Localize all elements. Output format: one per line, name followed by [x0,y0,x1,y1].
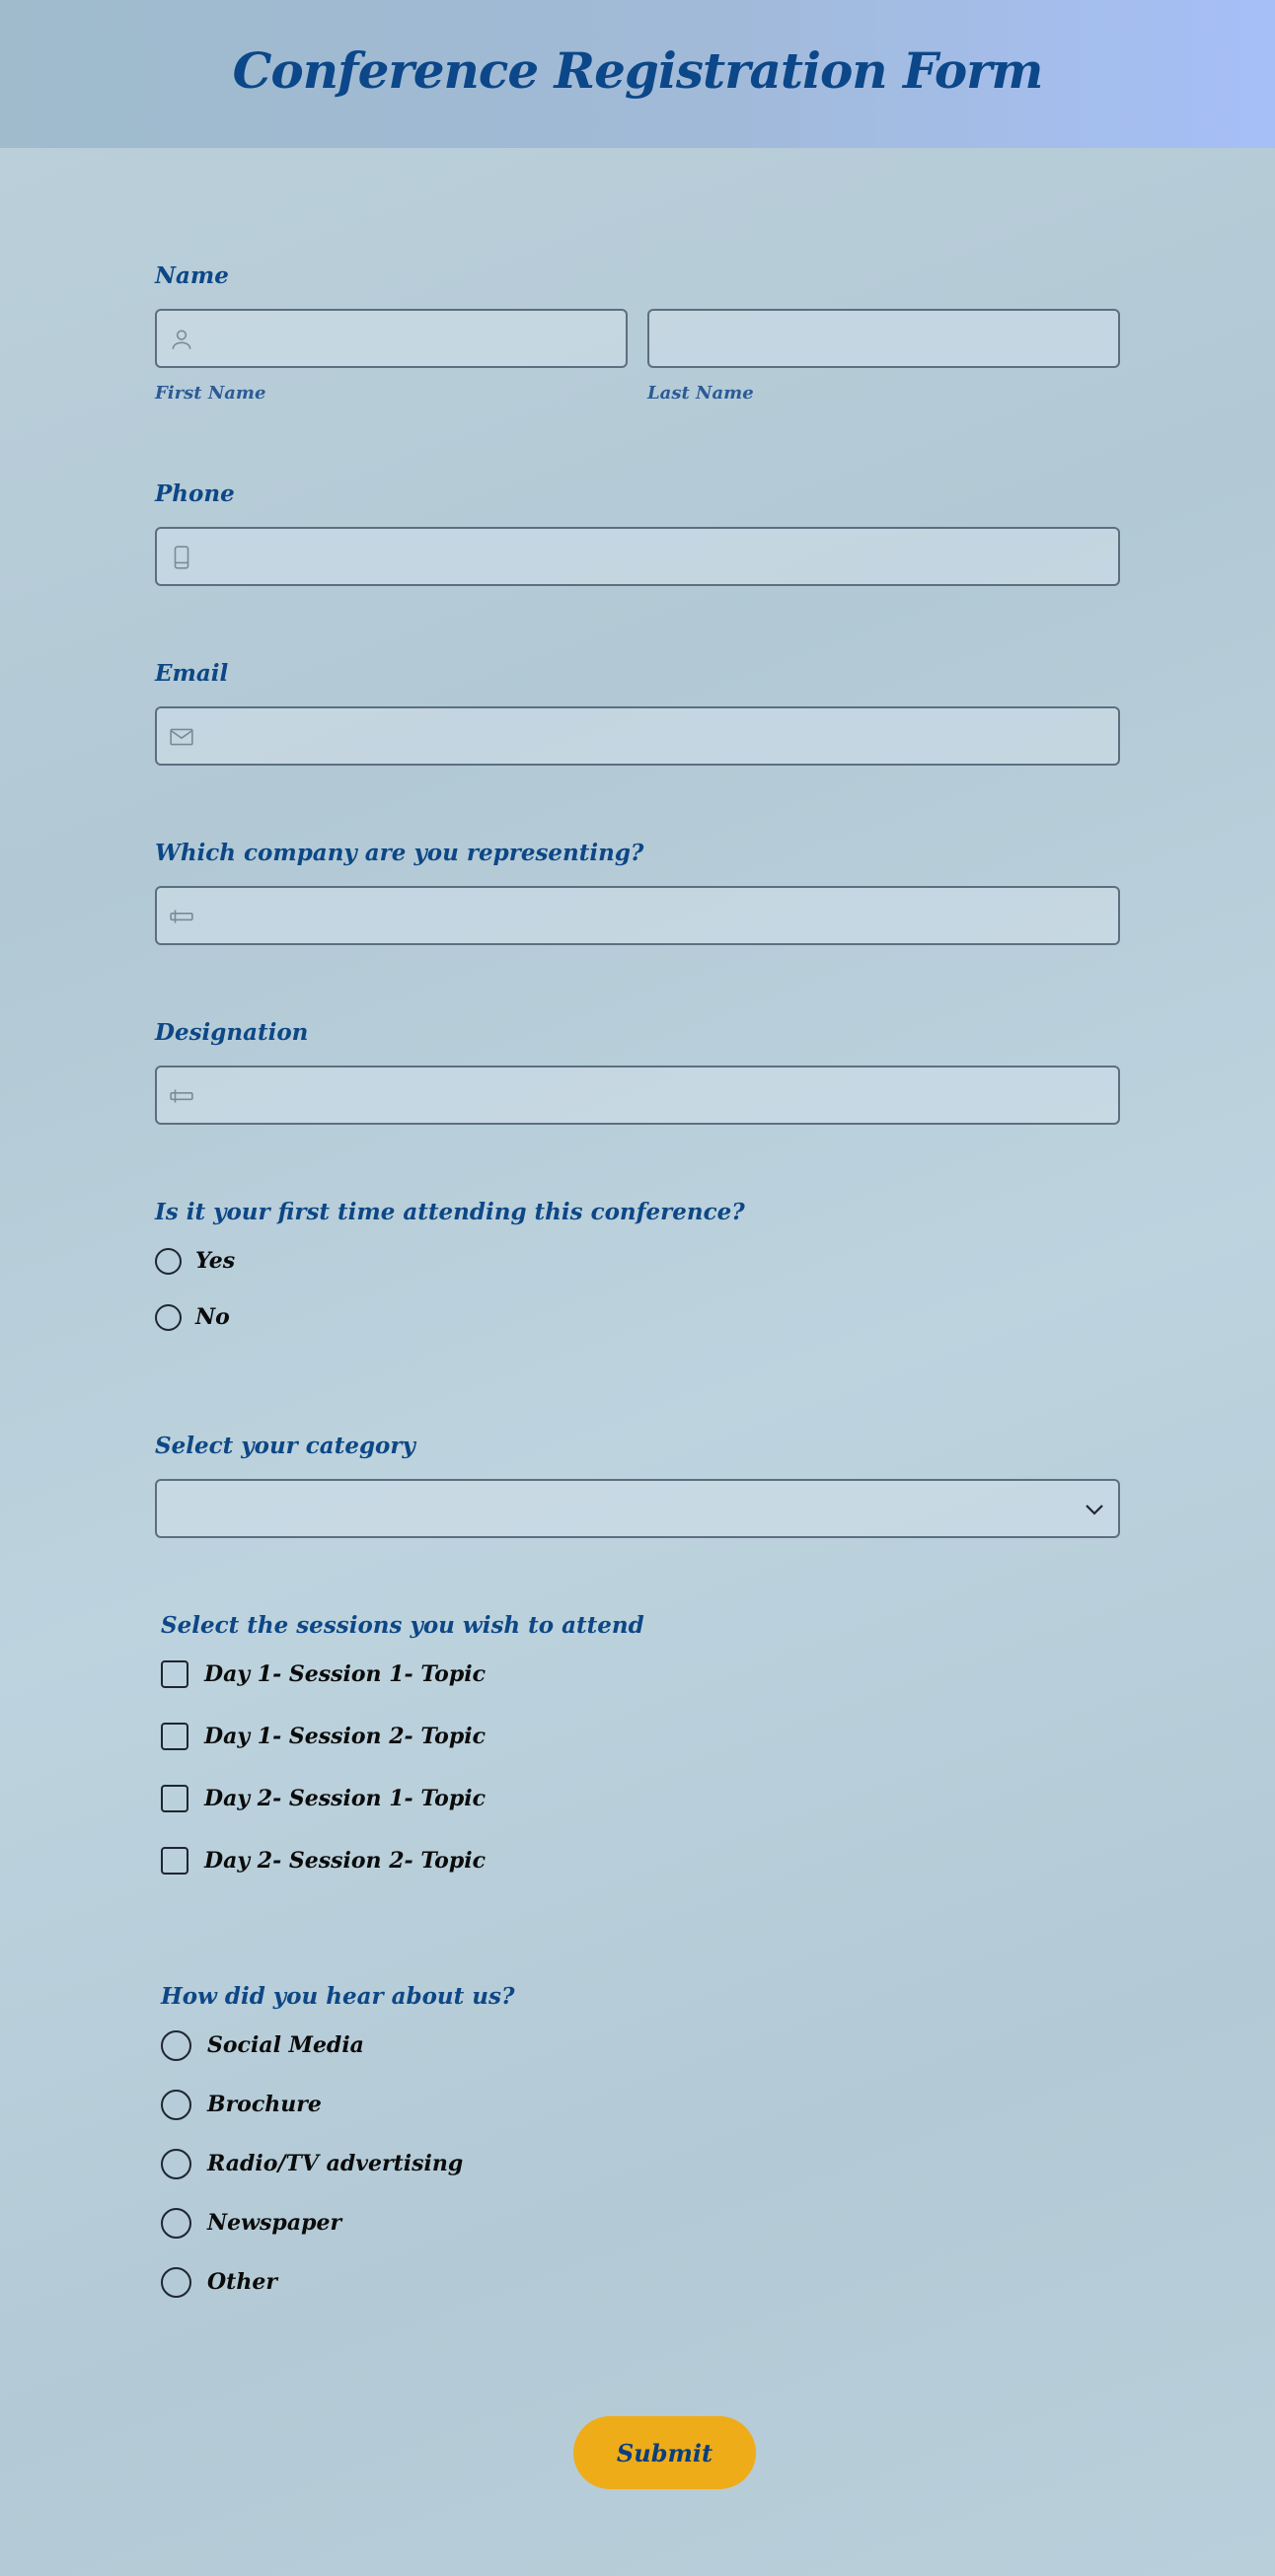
company-field[interactable] [155,886,1120,945]
hear-option-social-media[interactable] [161,2029,364,2061]
phone-field[interactable] [155,527,1120,586]
designation-label: Designation [155,1019,309,1046]
submit-button[interactable]: Submit [573,2416,756,2489]
checkbox[interactable] [161,1785,188,1812]
session-option-3[interactable] [161,1783,486,1814]
chevron-down-icon [1083,1498,1106,1521]
form-title: Conference Registration Form [232,40,1043,100]
checkbox[interactable] [161,1723,188,1750]
phone-icon [169,545,194,570]
email-field[interactable] [155,706,1120,766]
category-select[interactable] [155,1479,1120,1538]
session-option-1[interactable] [161,1658,486,1690]
option-label: No [195,1304,230,1330]
last-name-sublabel: Last Name [647,383,754,404]
email-label: Email [155,660,229,687]
hear-option-radio-tv[interactable] [161,2148,463,2179]
sessions-label: Select the sessions you wish to attend [161,1612,644,1639]
hear-about-label: How did you hear about us? [161,1983,515,2010]
first-time-option-no[interactable] [155,1301,230,1333]
mail-icon [169,724,194,750]
radio-button[interactable] [161,2267,191,2298]
first-name-sublabel: First Name [155,383,266,404]
radio-button[interactable] [161,2090,191,2120]
text-field-icon [169,904,194,929]
session-option-2[interactable] [161,1721,486,1752]
hear-option-brochure[interactable] [161,2089,322,2120]
option-label: Social Media [207,2032,364,2058]
designation-input[interactable] [208,1067,1110,1125]
option-label: Other [207,2269,277,2295]
checkbox[interactable] [161,1660,188,1688]
form-header [0,0,1275,148]
first-name-field[interactable] [155,309,628,368]
option-label: Radio/TV advertising [207,2151,464,2176]
company-label: Which company are you representing? [155,840,644,866]
option-label: Yes [195,1248,236,1274]
category-label: Select your category [155,1433,415,1459]
radio-button[interactable] [155,1304,182,1331]
text-field-icon [169,1083,194,1109]
email-input[interactable] [208,708,1110,766]
option-label: Day 1- Session 2- Topic [204,1724,486,1749]
first-time-option-yes[interactable] [155,1245,235,1277]
first-time-label: Is it your first time attending this conference? [155,1199,745,1225]
last-name-field[interactable] [647,309,1120,368]
user-icon [169,327,194,352]
radio-button[interactable] [161,2030,191,2061]
radio-button[interactable] [155,1248,182,1275]
hear-option-newspaper[interactable] [161,2207,341,2239]
name-label: Name [155,262,229,289]
last-name-input[interactable] [665,311,1110,368]
company-input[interactable] [208,888,1110,945]
phone-input[interactable] [208,529,1110,586]
option-label: Day 2- Session 2- Topic [204,1848,486,1874]
first-name-input[interactable] [208,311,618,368]
checkbox[interactable] [161,1847,188,1875]
option-label: Brochure [207,2092,322,2117]
option-label: Day 2- Session 1- Topic [204,1786,486,1811]
phone-label: Phone [155,480,235,507]
option-label: Newspaper [207,2210,342,2236]
radio-button[interactable] [161,2208,191,2239]
option-label: Day 1- Session 1- Topic [204,1661,486,1687]
hear-option-other[interactable] [161,2266,277,2298]
designation-field[interactable] [155,1066,1120,1125]
radio-button[interactable] [161,2149,191,2179]
session-option-4[interactable] [161,1845,486,1877]
